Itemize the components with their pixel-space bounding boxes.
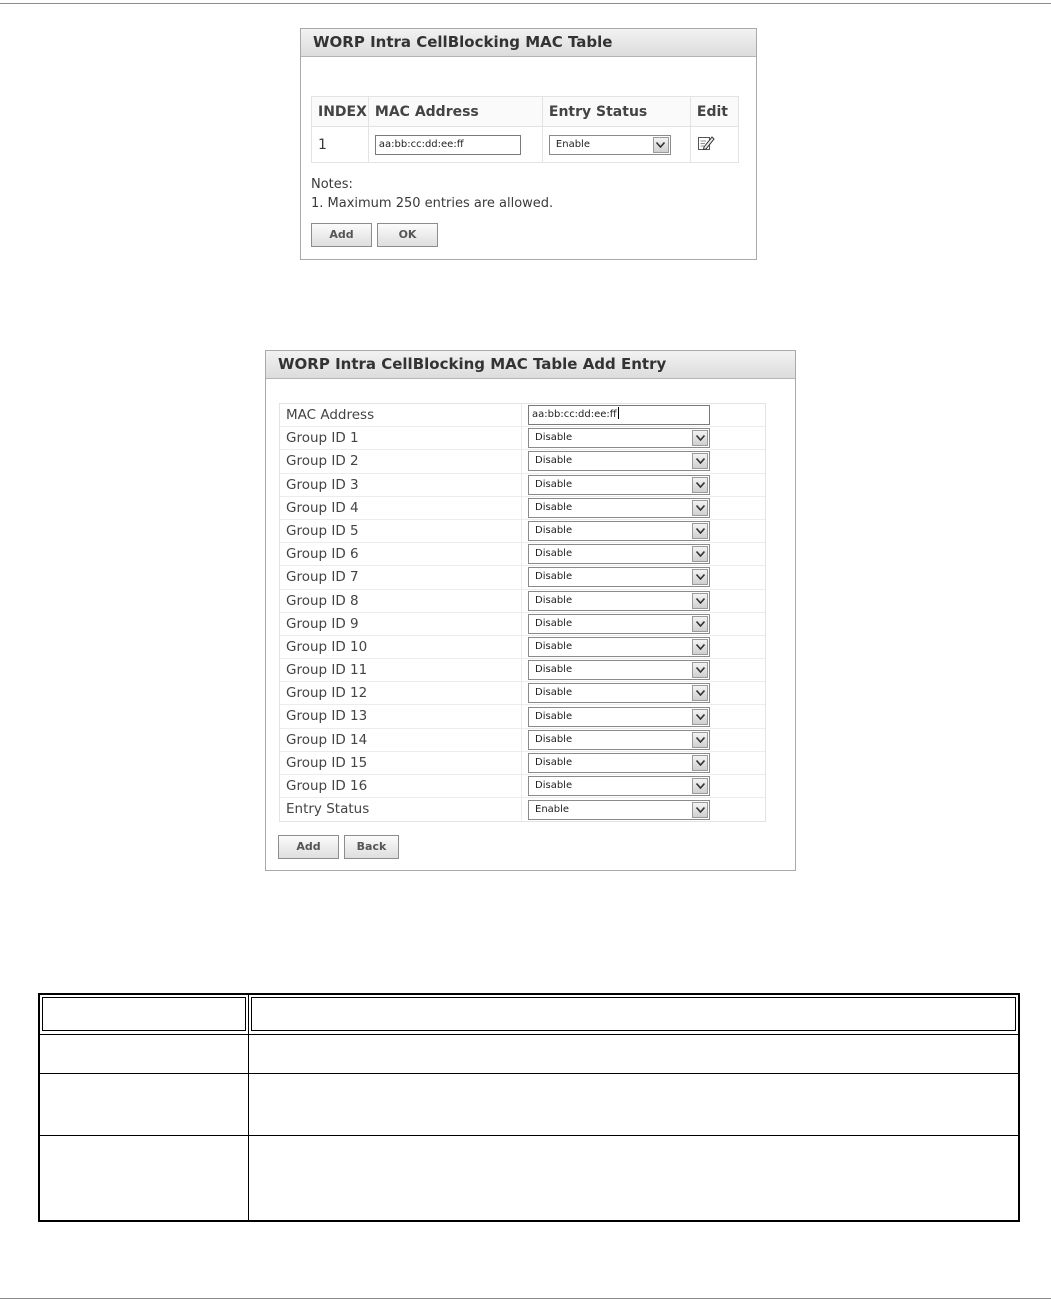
group-id-value: Disable bbox=[535, 710, 573, 722]
group-id-label: Group ID 3 bbox=[280, 474, 522, 496]
group-id-value: Disable bbox=[535, 501, 573, 513]
group-id-select[interactable] bbox=[528, 614, 710, 634]
note-item: 1. Maximum 250 entries are allowed. bbox=[311, 196, 554, 211]
mac-address-input[interactable]: aa:bb:cc:dd:ee:ff bbox=[375, 135, 521, 155]
form-row-group-id bbox=[280, 474, 765, 497]
group-id-value: Disable bbox=[535, 571, 573, 583]
chevron-down-icon bbox=[692, 778, 708, 794]
form-row-group-id bbox=[280, 613, 765, 636]
entry-status-select[interactable] bbox=[528, 800, 710, 820]
add-entry-panel bbox=[265, 350, 796, 871]
top-rule bbox=[0, 3, 1051, 4]
entry-status-value: Enable bbox=[555, 138, 590, 150]
group-id-label: Group ID 6 bbox=[280, 543, 522, 565]
row-divider bbox=[40, 1135, 1018, 1136]
header-edit: Edit bbox=[690, 97, 738, 127]
form-row-group-id bbox=[280, 775, 765, 798]
group-id-label: Group ID 1 bbox=[280, 427, 522, 449]
group-id-select[interactable] bbox=[528, 776, 710, 796]
group-id-label: Group ID 10 bbox=[280, 636, 522, 658]
form-row-group-id bbox=[280, 636, 765, 659]
chevron-down-icon bbox=[692, 732, 708, 748]
group-id-label: Group ID 2 bbox=[280, 450, 522, 472]
group-id-label: Group ID 15 bbox=[280, 752, 522, 774]
form-row-group-id bbox=[280, 427, 765, 450]
bottom-rule bbox=[0, 1298, 1051, 1299]
row-index: 1 bbox=[312, 127, 369, 163]
group-id-select[interactable] bbox=[528, 660, 710, 680]
row-divider bbox=[40, 1034, 1018, 1035]
ok-button[interactable]: OK bbox=[377, 223, 438, 247]
group-id-select[interactable] bbox=[528, 753, 710, 773]
group-id-select[interactable] bbox=[528, 683, 710, 703]
header-index: INDEX bbox=[312, 97, 369, 127]
group-id-value: Disable bbox=[535, 432, 573, 444]
row-divider bbox=[40, 1073, 1018, 1074]
group-id-value: Disable bbox=[535, 640, 573, 652]
mac-address-input[interactable] bbox=[528, 405, 710, 425]
chevron-down-icon bbox=[692, 500, 708, 516]
form-row-group-id bbox=[280, 450, 765, 473]
chevron-down-icon bbox=[692, 523, 708, 539]
group-id-label: Group ID 13 bbox=[280, 705, 522, 727]
panel-title: WORP Intra CellBlocking MAC Table Add Entry bbox=[266, 351, 795, 379]
chevron-down-icon bbox=[692, 593, 708, 609]
edit-icon[interactable] bbox=[697, 134, 715, 152]
chevron-down-icon bbox=[692, 662, 708, 678]
header-entry-status: Entry Status bbox=[542, 97, 690, 127]
group-id-label: Group ID 4 bbox=[280, 497, 522, 519]
back-button[interactable]: Back bbox=[344, 835, 399, 859]
entry-status-select[interactable] bbox=[549, 135, 671, 155]
mac-table bbox=[311, 96, 739, 163]
group-id-label: Group ID 12 bbox=[280, 682, 522, 704]
chevron-down-icon bbox=[692, 639, 708, 655]
group-id-label: Group ID 9 bbox=[280, 613, 522, 635]
header-cell-parameter bbox=[42, 997, 246, 1031]
form-row-group-id bbox=[280, 729, 765, 752]
group-id-value: Disable bbox=[535, 687, 573, 699]
form-row-group-id bbox=[280, 520, 765, 543]
text-cursor bbox=[618, 407, 619, 419]
group-id-label: Group ID 14 bbox=[280, 729, 522, 751]
chevron-down-icon bbox=[692, 802, 708, 818]
group-id-select[interactable] bbox=[528, 475, 710, 495]
group-id-label: Group ID 7 bbox=[280, 566, 522, 588]
group-id-select[interactable] bbox=[528, 451, 710, 471]
mac-table-panel bbox=[300, 28, 757, 260]
chevron-down-icon bbox=[692, 685, 708, 701]
group-id-label: Group ID 5 bbox=[280, 520, 522, 542]
header-cell-description bbox=[251, 997, 1016, 1031]
group-id-select[interactable] bbox=[528, 707, 710, 727]
form-row-group-id bbox=[280, 590, 765, 613]
group-id-value: Disable bbox=[535, 548, 573, 560]
add-entry-form bbox=[279, 403, 766, 822]
group-id-label: Group ID 11 bbox=[280, 659, 522, 681]
header-mac-address: MAC Address bbox=[368, 97, 542, 127]
group-id-value: Disable bbox=[535, 664, 573, 676]
mac-address-value: aa:bb:cc:dd:ee:ff bbox=[532, 409, 617, 421]
add-button[interactable]: Add bbox=[311, 223, 372, 247]
notes bbox=[311, 175, 553, 213]
chevron-down-icon bbox=[692, 477, 708, 493]
chevron-down-icon bbox=[692, 755, 708, 771]
add-button[interactable]: Add bbox=[278, 835, 339, 859]
table-row bbox=[312, 127, 739, 163]
group-id-select[interactable] bbox=[528, 567, 710, 587]
group-id-value: Disable bbox=[535, 617, 573, 629]
entry-status-label: Entry Status bbox=[280, 798, 522, 821]
group-id-select[interactable] bbox=[528, 591, 710, 611]
form-row-entry-status bbox=[280, 798, 765, 821]
form-row-group-id bbox=[280, 659, 765, 682]
group-id-value: Disable bbox=[535, 756, 573, 768]
notes-title: Notes: bbox=[311, 177, 353, 192]
form-row-group-id bbox=[280, 497, 765, 520]
group-id-select[interactable] bbox=[528, 498, 710, 518]
form-row-group-id bbox=[280, 705, 765, 728]
panel-title: WORP Intra CellBlocking MAC Table bbox=[301, 29, 756, 57]
group-id-value: Disable bbox=[535, 525, 573, 537]
column-divider bbox=[248, 995, 249, 1220]
chevron-down-icon bbox=[653, 137, 669, 153]
group-id-select[interactable] bbox=[528, 428, 710, 448]
entry-status-value: Enable bbox=[535, 803, 570, 815]
group-id-select[interactable] bbox=[528, 544, 710, 564]
table-header-row bbox=[312, 97, 739, 127]
group-id-select[interactable] bbox=[528, 521, 710, 541]
chevron-down-icon bbox=[692, 616, 708, 632]
group-id-select[interactable] bbox=[528, 637, 710, 657]
group-id-select[interactable] bbox=[528, 730, 710, 750]
chevron-down-icon bbox=[692, 569, 708, 585]
mac-address-label: MAC Address bbox=[280, 404, 522, 426]
form-row-group-id bbox=[280, 566, 765, 589]
description-table bbox=[38, 993, 1020, 1222]
group-id-value: Disable bbox=[535, 455, 573, 467]
form-row-mac-address bbox=[280, 404, 765, 427]
group-id-value: Disable bbox=[535, 594, 573, 606]
chevron-down-icon bbox=[692, 709, 708, 725]
group-id-label: Group ID 8 bbox=[280, 590, 522, 612]
form-row-group-id bbox=[280, 543, 765, 566]
chevron-down-icon bbox=[692, 430, 708, 446]
group-id-label: Group ID 16 bbox=[280, 775, 522, 797]
group-id-value: Disable bbox=[535, 733, 573, 745]
chevron-down-icon bbox=[692, 453, 708, 469]
group-id-value: Disable bbox=[535, 780, 573, 792]
chevron-down-icon bbox=[692, 546, 708, 562]
form-row-group-id bbox=[280, 752, 765, 775]
group-id-value: Disable bbox=[535, 478, 573, 490]
form-row-group-id bbox=[280, 682, 765, 705]
